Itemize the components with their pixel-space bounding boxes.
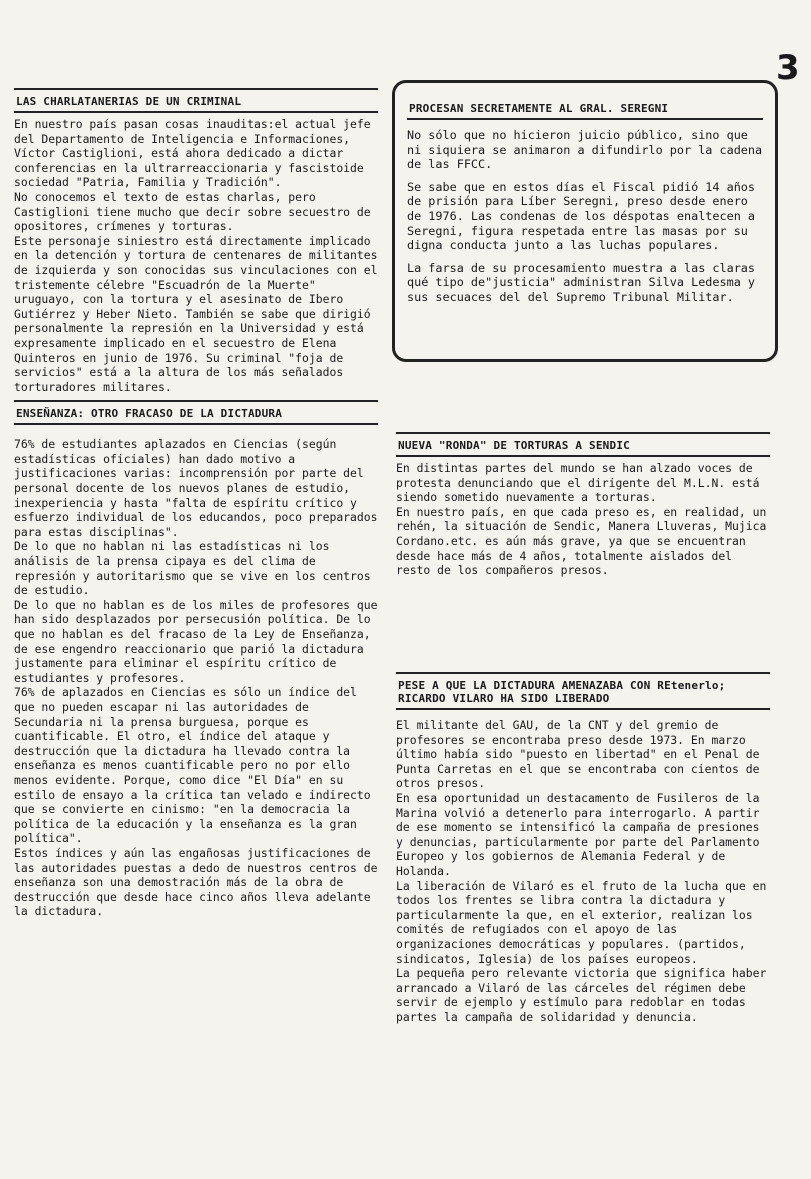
article-title-ensenanza: ENSEÑANZA: OTRO FRACASO DE LA DICTADURA xyxy=(14,400,378,425)
article-title-vilaro: PESE A QUE LA DICTADURA AMENAZABA CON REtenerlo; RICARDO VILARO HA SIDO LIBERADO xyxy=(396,672,770,710)
article-body-charlatanerias xyxy=(14,117,378,394)
article-sendic xyxy=(396,432,770,578)
paragraph: Se sabe que en estos días el Fiscal pidió 14 años de prisión para Líber Seregni, preso desde enero de 1976. Las condenas de los déspotas enaltecen a Seregni, figura respetada entre las masas por su digna conducta junto a las luchas populares. xyxy=(407,179,756,253)
boxed-article-seregni xyxy=(392,80,778,362)
article-title-sendic: NUEVA "RONDA" DE TORTURAS A SENDIC xyxy=(396,432,770,457)
article-vilaro xyxy=(396,672,770,1024)
paragraph: En esa oportunidad un destacamento de Fusileros de la Marina volvió a detenerlo para interrogarlo. A partir de ese momento se intensificó la campaña de presiones y denuncias, particularmente por parte del Parlamento Europeo y los gobiernos de Alemania Federal y de Holanda. xyxy=(396,790,760,878)
paragraph: 76% de aplazados en Ciencias es sólo un índice del que no pueden escapar ni las autoridades de Secundaria ni la prensa burguesa, porque es cuantificable. El otro, el índice del ataque y destrucción que la dictadura ha llevado contra la enseñanza es menos cuantificable pero no por ello menos evidente. Porque, como dice "El Día" en su estilo de ensayo a la crítica tan velado e indirecto que se convierte en cinismo: "en la democracia la política de la educación y la enseñanza es la gran política". xyxy=(14,685,371,846)
article-body-vilaro xyxy=(396,718,770,1024)
article-body-sendic xyxy=(396,461,770,578)
paragraph: La liberación de Vilaró es el fruto de la lucha que en todos los frentes se libra contra la dictadura y particularmente la que, en el exterior, realizan los comités de refugiados con el apoyo de las organizaciones democráticas y populares. (partidos, sindicatos, Iglesia) de los países europeos. xyxy=(396,878,767,966)
paragraph: De lo que no hablan es de los miles de profesores que han sido desplazados por persecusión política. De lo que no hablan es del fracaso de la Ley de Enseñanza, de ese engendro reaccionario que parió la dictadura justamente para eliminar el espíritu crítico de estudiantes y profesores. xyxy=(14,597,378,685)
page-number: 3 xyxy=(776,48,800,88)
article-title-charlatanerias: LAS CHARLATANERIAS DE UN CRIMINAL xyxy=(14,88,378,113)
paragraph: El militante del GAU, de la CNT y del gremio de profesores se encontraba preso desde 1973. En marzo último había sido "puesto en libertad" en el Penal de Punta Carretas en el que se encontraba con cientos de otros presos. xyxy=(396,718,760,791)
article-body-ensenanza xyxy=(14,437,378,919)
paragraph: En distintas partes del mundo se han alzado voces de protesta denunciando que el dirigente del M.L.N. está siendo sometido nuevamente a torturas. xyxy=(396,461,760,505)
paragraph: En nuestro país, en que cada preso es, en realidad, un rehén, la situación de Sendic, Manera Lluveras, Mujica Cordano.etc. es aún más grave, ya que se encuentran desde hace más de 4 años, totalmente aislados del resto de los compañeros presos. xyxy=(396,504,767,578)
article-body-seregni xyxy=(407,128,763,305)
paragraph: No sólo que no hicieron juicio público, sino que ni siquiera se animaron a difundirlo por la cadena de las FFCC. xyxy=(407,128,763,172)
paragraph: Estos índices y aún las engañosas justificaciones de las autoridades puestas a dedo de nuestros centros de enseñanza son una demostración más de la obra de destrucción que desde hace cinco años lleva adelante la dictadura. xyxy=(14,845,378,919)
paragraph: 76% de estudiantes aplazados en Ciencias (según estadísticas oficiales) han dado motivo a justificaciones varias: incomprensión por parte del personal docente de los nuevos planes de estudio, inexperiencia y hasta "falta de espíritu crítico y esfuerzo individual de los educandos, poco preparados para estas disciplinas". xyxy=(14,437,378,539)
left-column xyxy=(14,88,378,919)
paragraph: En nuestro país pasan cosas inauditas:el actual jefe del Departamento de Inteligencia e Informaciones, Víctor Castiglioni, está ahora dedicado a dictar conferencias en la ultrarreaccionaria y fascistoide sociedad "Patria, Familia y Tradición". xyxy=(14,117,371,190)
paragraph: Este personaje siniestro está directamente implicado en la detención y tortura de centenares de militantes de izquierda y son conocidas sus vinculaciones con el tristemente célebre "Escuadrón de la Muerte" uruguayo, con la tortura y el asesinato de Ibero Gutiérrez y Heber Nieto. También se sabe que dirigió personalmente la represión en la Universidad y está expresamente implicado en el secuestro de Elena Quinteros en junio de 1976. Su criminal "foja de servicios" está a la altura de los más señalados torturadores militares. xyxy=(14,233,378,394)
paragraph: No conocemos el texto de estas charlas, pero Castiglioni tiene mucho que decir sobre secuestro de opositores, crímenes y torturas. xyxy=(14,189,371,234)
paragraph: La farsa de su procesamiento muestra a las claras qué tipo de"justicia" administran Silva Ledesma y sus secuaces del del Supremo Tribunal Militar. xyxy=(407,260,756,304)
paragraph: La pequeña pero relevante victoria que significa haber arrancado a Vilaró de las cárceles del régimen debe servir de ejemplo y estímulo para redoblar en todas partes la campaña de solidaridad y denuncia. xyxy=(396,966,767,1024)
article-title-seregni: PROCESAN SECRETAMENTE AL GRAL. SEREGNI xyxy=(407,97,763,120)
paragraph: De lo que no hablan ni las estadísticas ni los análisis de la prensa cipaya es del clima de represión y autoritarismo que se vive en los centros de estudio. xyxy=(14,539,371,598)
